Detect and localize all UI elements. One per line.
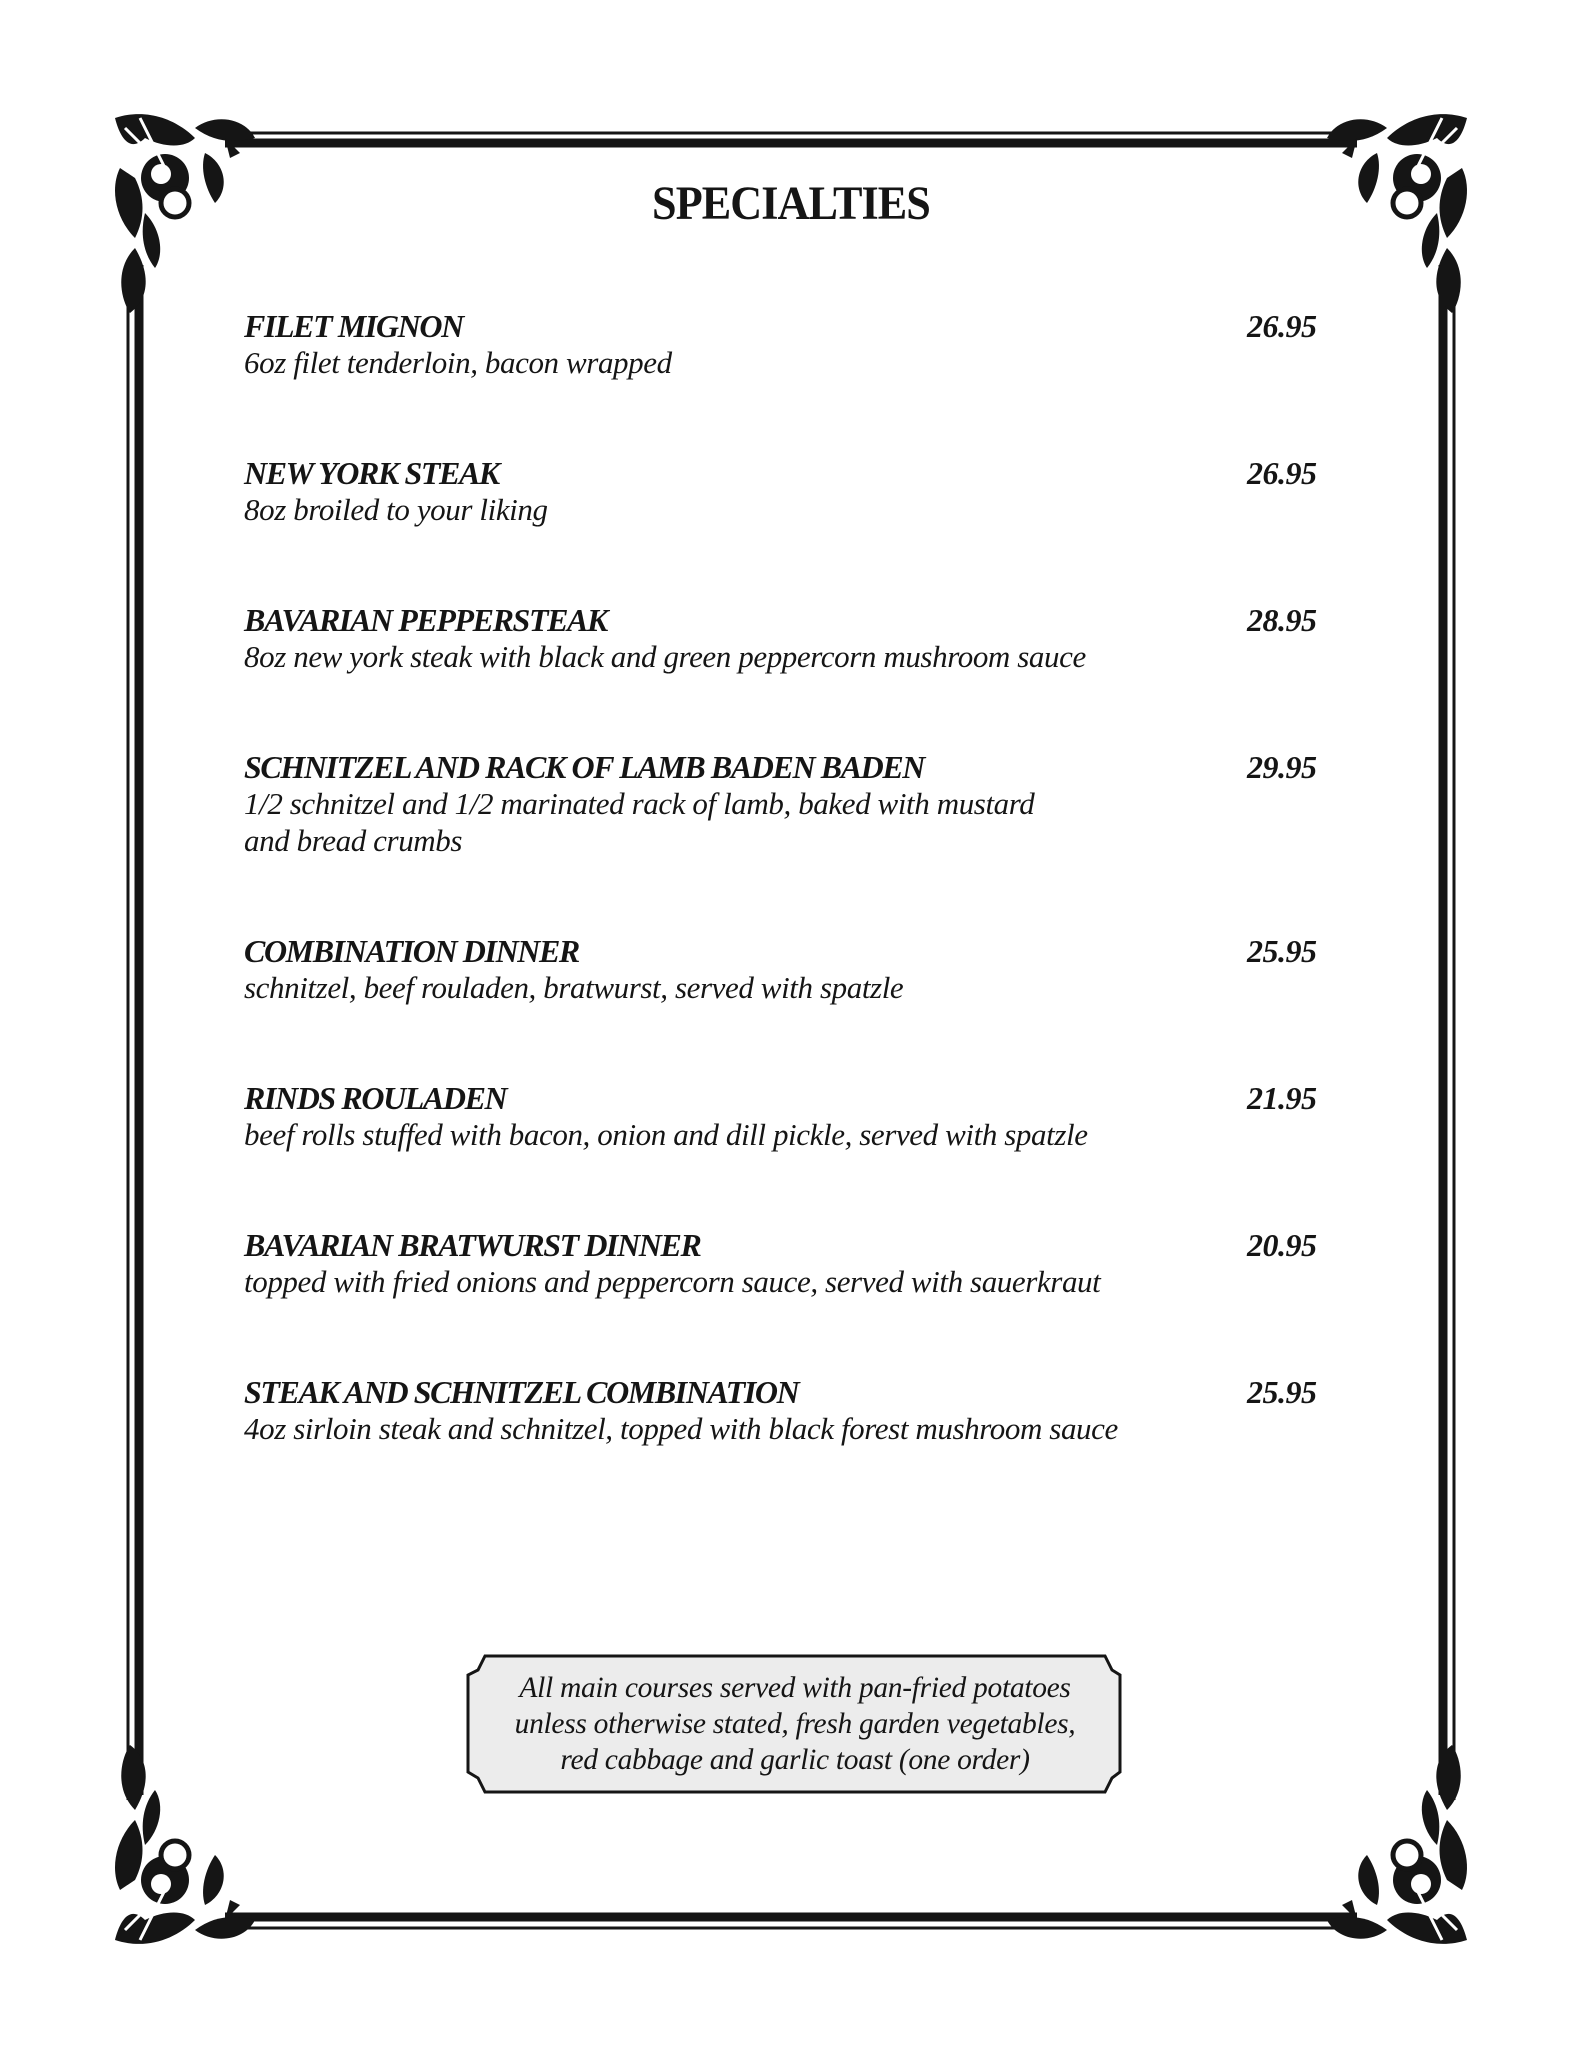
menu-item-price: 25.95 bbox=[1247, 1374, 1317, 1410]
note-text bbox=[455, 1670, 1135, 1778]
menu-item-name: BAVARIAN BRATWURST DINNER bbox=[244, 1227, 701, 1263]
menu-item-name: COMBINATION DINNER bbox=[244, 933, 579, 969]
menu-item-name: RINDS ROULADEN bbox=[244, 1080, 507, 1116]
menu-item-price: 26.95 bbox=[1247, 308, 1317, 344]
menu-item-description: topped with fried onions and peppercorn sauce, served with sauerkraut bbox=[244, 1264, 1101, 1299]
menu-item-name: BAVARIAN PEPPERSTEAK bbox=[244, 602, 607, 638]
menu-item-name: FILET MIGNON bbox=[244, 308, 463, 344]
menu-item-description: 8oz new york steak with black and green peppercorn mushroom sauce bbox=[244, 639, 1086, 674]
note-line: All main courses served with pan-fried potatoes bbox=[519, 1672, 1071, 1704]
menu-item-name: SCHNITZEL AND RACK OF LAMB BADEN BADEN bbox=[244, 749, 925, 785]
menu-item-price: 26.95 bbox=[1247, 455, 1317, 491]
menu-item-description: schnitzel, beef rouladen, bratwurst, served with spatzle bbox=[244, 970, 904, 1005]
page-title: SPECIALTIES bbox=[652, 177, 930, 230]
menu-item-description: beef rolls stuffed with bacon, onion and dill pickle, served with spatzle bbox=[244, 1117, 1088, 1152]
menu-item-price: 25.95 bbox=[1247, 933, 1317, 969]
menu-item-description: 8oz broiled to your liking bbox=[244, 492, 548, 527]
menu-item-description: 1/2 schnitzel and 1/2 marinated rack of lamb, baked with mustard and bread crumbs bbox=[244, 786, 1035, 858]
note-line: unless otherwise stated, fresh garden vegetables, bbox=[514, 1708, 1076, 1740]
side-dishes-note bbox=[455, 1656, 1135, 1786]
menu-item-price: 29.95 bbox=[1247, 749, 1317, 785]
menu-item-description: 6oz filet tenderloin, bacon wrapped bbox=[244, 345, 672, 380]
note-line: red cabbage and garlic toast (one order) bbox=[560, 1744, 1030, 1776]
menu-item-price: 20.95 bbox=[1247, 1227, 1317, 1263]
menu-item-price: 28.95 bbox=[1247, 602, 1317, 638]
menu-item-name: STEAK AND SCHNITZEL COMBINATION bbox=[244, 1374, 799, 1410]
menu-item-name: NEW YORK STEAK bbox=[244, 455, 499, 491]
menu-item-price: 21.95 bbox=[1247, 1080, 1317, 1116]
menu-item-description: 4oz sirloin steak and schnitzel, topped with black forest mushroom sauce bbox=[244, 1411, 1118, 1446]
